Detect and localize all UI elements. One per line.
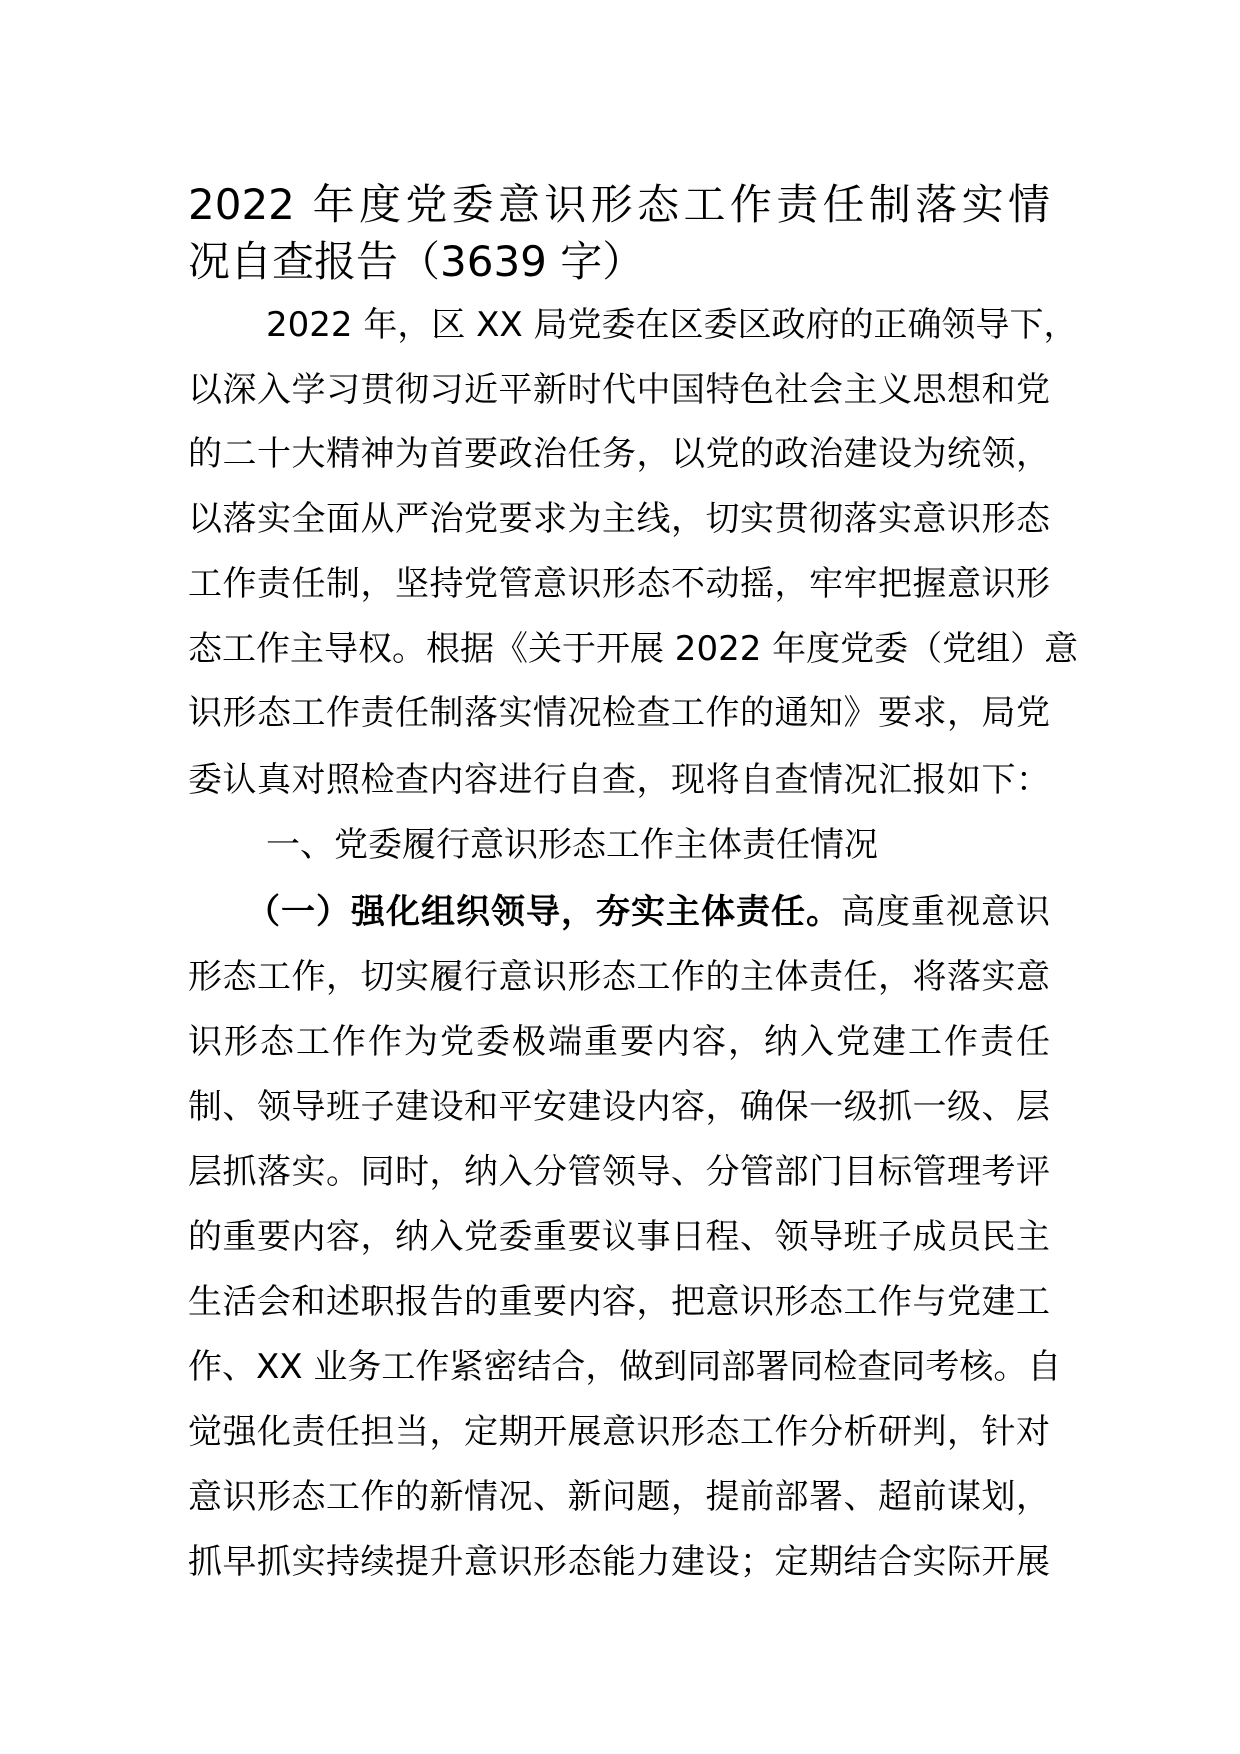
body-paragraph-line: 觉强化责任担当，定期开展意识形态工作分析研判，针对 [188,1412,1050,1452]
intro-paragraph-line: 2022 年，区 XX 局党委在区委区政府的正确领导下， [266,305,1078,345]
body-paragraph-line: 生活会和述职报告的重要内容，把意识形态工作与党建工 [188,1282,1050,1322]
body-paragraph-line: 的重要内容，纳入党委重要议事日程、领导班子成员民主 [188,1217,1050,1257]
document-title-line-2: 况自查报告（3639 字） [188,237,645,286]
intro-paragraph-line: 的二十大精神为首要政治任务，以党的政治建设为统领， [188,434,1050,474]
body-paragraph-line: 意识形态工作的新情况、新问题，提前部署、超前谋划， [188,1477,1050,1517]
subsection-first-line [246,887,1050,937]
body-paragraph-line: 抓早抓实持续提升意识形态能力建设；定期结合实际开展 [188,1542,1050,1582]
body-paragraph-line: 识形态工作作为党委极端重要内容，纳入党建工作责任 [188,1022,1050,1062]
body-paragraph-line: 作、XX 业务工作紧密结合，做到同部署同检查同考核。自 [188,1347,1062,1387]
intro-paragraph-line: 识形态工作责任制落实情况检查工作的通知》要求，局党 [188,693,1050,733]
intro-paragraph-line: 以深入学习贯彻习近平新时代中国特色社会主义思想和党 [188,370,1050,410]
intro-paragraph-line: 委认真对照检查内容进行自查，现将自查情况汇报如下： [188,760,1050,800]
body-paragraph-line: 形态工作，切实履行意识形态工作的主体责任，将落实意 [188,957,1050,997]
body-paragraph-line: 制、领导班子建设和平安建设内容，确保一级抓一级、层 [188,1087,1050,1127]
section-heading: 一、党委履行意识形态工作主体责任情况 [266,825,878,865]
document-title-line-1: 2022 年度党委意识形态工作责任制落实情 [188,180,1050,229]
subsection-text: 高度重视意识 [841,892,1050,932]
subsection-bold-title: （一）强化组织领导，夯实主体责任。 [246,892,841,932]
intro-paragraph-line: 态工作主导权。根据《关于开展 2022 年度党委（党组）意 [188,629,1079,669]
intro-paragraph-line: 以落实全面从严治党要求为主线，切实贯彻落实意识形态 [188,499,1050,539]
body-paragraph-line: 层抓落实。同时，纳入分管领导、分管部门目标管理考评 [188,1152,1050,1192]
intro-paragraph-line: 工作责任制，坚持党管意识形态不动摇，牢牢把握意识形 [188,564,1050,604]
